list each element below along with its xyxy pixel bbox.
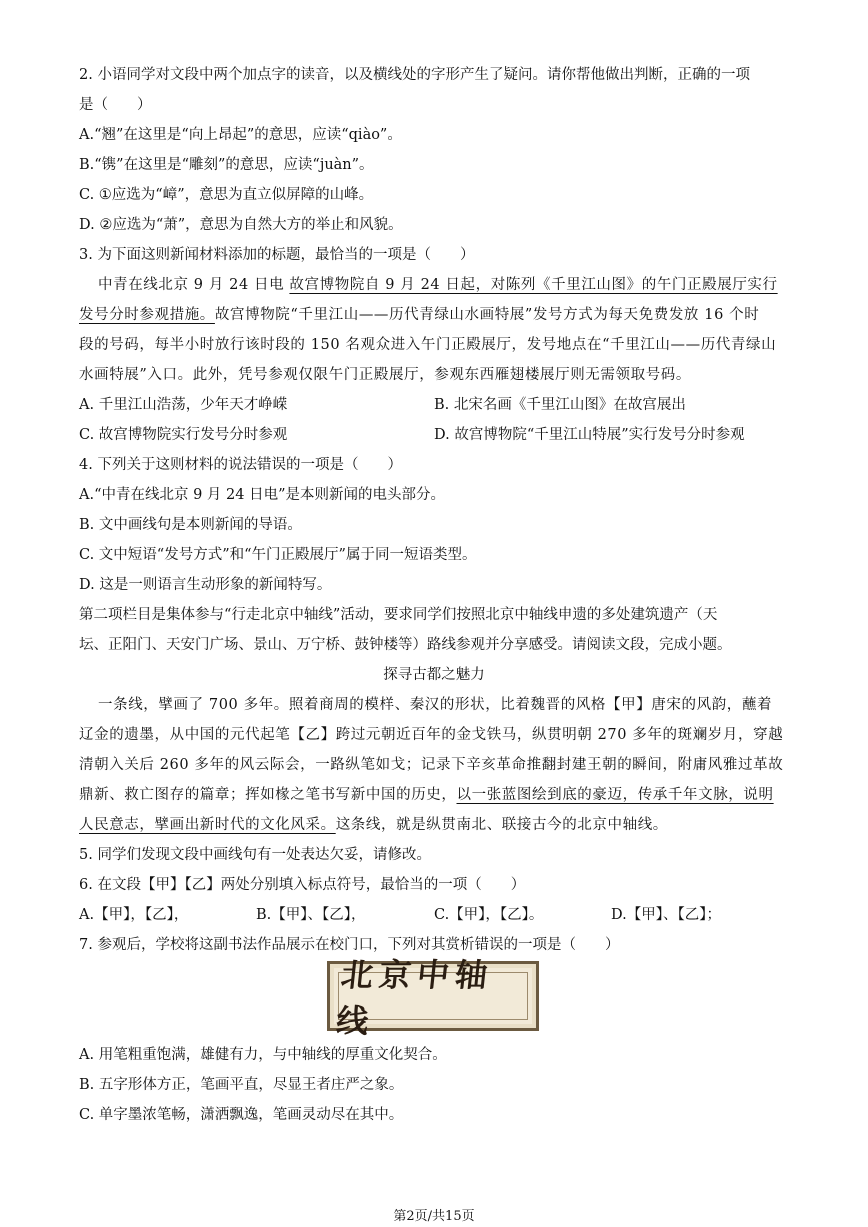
news-body-1: 故宫博物院“千里江山——历代青绿山水画特展”发号方式为每天免费发放 16 个时 — [214, 307, 760, 323]
news-lead-underlined-2: 发号分时参观措施。 — [79, 307, 215, 323]
q4-option-c: C. 文中短语“发号方式”和“午门正殿展厅”属于同一短语类型。 — [79, 547, 477, 563]
q6-option-c: C.【甲】，【乙】。 — [434, 907, 544, 923]
section2-intro-line1: 第二项栏目是集体参与“行走北京中轴线”活动，要求同学们按照北京中轴线申遗的多处建筑遗产（天 — [79, 607, 718, 623]
passage-underlined-1: 以一张蓝图绘到底的豪迈，传承千年文脉，说明 — [456, 787, 774, 803]
passage-line5-text: 这条线，就是纵贯南北、联接古今的北京中轴线。 — [335, 817, 668, 833]
news-dateline: 中青在线北京 9 月 24 日电 — [98, 277, 290, 293]
passage-line5 — [79, 815, 668, 835]
q4-stem: 4. 下列关于这则材料的说法错误的一项是（ ） — [79, 457, 402, 473]
news-paragraph-line3: 段的号码，每半小时放行该时段的 150 名观众进入午门正殿展厅，发号地点在“千里江山——历代青绿山 — [79, 337, 777, 353]
passage-underlined-2: 人民意志，擘画出新时代的文化风采。 — [79, 817, 336, 833]
q2-option-d: D. ②应选为“萧”，意思为自然大方的举止和风貌。 — [79, 217, 403, 233]
q6-stem: 6. 在文段【甲】【乙】两处分别填入标点符号，最恰当的一项（ ） — [79, 877, 526, 893]
passage-title: 探寻古都之魅力 — [383, 667, 485, 683]
q7-stem: 7. 参观后，学校将这副书法作品展示在校门口，下列对其赏析错误的一项是（ ） — [79, 937, 620, 953]
q3-option-a: A. 千里江山浩荡，少年天才峥嵘 — [79, 397, 288, 413]
q4-option-a: A.“中青在线北京 9 月 24 日电”是本则新闻的电头部分。 — [79, 487, 446, 503]
q3-option-d: D. 故宫博物院“千里江山特展”实行发号分时参观 — [434, 427, 745, 443]
q4-option-d: D. 这是一则语言生动形象的新闻特写。 — [79, 577, 332, 593]
q2-option-c: C. ①应选为“嶂”，意思为直立似屏障的山峰。 — [79, 187, 374, 203]
passage-line3: 清朝入关后 260 多年的风云际会，一路纵笔如戈；记录下辛亥革命推翻封建王朝的瞬间，附庸风雅过革故 — [79, 757, 784, 773]
q2-option-b: B.“镌”在这里是“雕刻”的意思，应读“juàn”。 — [79, 157, 374, 173]
q4-option-b: B. 文中画线句是本则新闻的导语。 — [79, 517, 302, 533]
section2-intro-line2: 坛、正阳门、天安门广场、景山、万宁桥、鼓钟楼等）路线参观并分享感受。请阅读文段，完成小题。 — [79, 637, 732, 653]
news-lead-underlined-1: 故宫博物院自 9 月 24 日起，对陈列《千里江山图》的午门正殿展厅实行 — [289, 277, 778, 293]
q6-option-a: A.【甲】，【乙】， — [79, 907, 189, 923]
passage-line1: 一条线，擘画了 700 多年。照着商周的模样、秦汉的形状，比着魏晋的风格【甲】唐宋的风韵，蘸着 — [98, 697, 773, 713]
page-number: 第2页/共15页 — [393, 1209, 475, 1224]
calligraphy-text: 北京中轴线 — [334, 956, 496, 1040]
calligraphy-frame — [334, 956, 528, 1040]
q3-stem: 3. 为下面这则新闻材料添加的标题，最恰当的一项是（ ） — [79, 247, 475, 263]
news-paragraph-line2 — [79, 305, 759, 325]
q2-stem-line1: 2. 小语同学对文段中两个加点字的读音，以及横线处的字形产生了疑问。请你帮他做出判断，正确的一项 — [79, 67, 750, 83]
q3-option-b: B. 北宋名画《千里江山图》在故宫展出 — [434, 397, 686, 413]
q2-stem-line2: 是（ ） — [79, 97, 152, 113]
q7-option-c: C. 单字墨浓笔畅，潇洒飘逸，笔画灵动尽在其中。 — [79, 1107, 404, 1123]
passage-line2: 辽金的遗墨，从中国的元代起笔【乙】跨过元朝近百年的金戈铁马，纵贯明朝 270 多年的斑斓岁月，穿越 — [79, 727, 784, 743]
news-paragraph-line4: 水画特展”入口。此外，凭号参观仅限午门正殿展厅，参观东西雁翅楼展厅则无需领取号码。 — [79, 367, 692, 383]
q3-option-c: C. 故宫博物院实行发号分时参观 — [79, 427, 288, 443]
passage-line4-text: 鼎新、救亡图存的篇章；挥如椽之笔书写新中国的历史， — [79, 787, 457, 803]
calligraphy-image — [327, 956, 539, 1040]
q2-option-a: A.“翘”在这里是“向上昂起”的意思，应读“qiào”。 — [79, 127, 402, 143]
q7-option-b: B. 五字形体方正，笔画平直，尽显王者庄严之象。 — [79, 1077, 404, 1093]
passage-line4 — [79, 785, 774, 805]
news-paragraph-line1 — [98, 275, 778, 295]
q5-stem: 5. 同学们发现文段中画线句有一处表达欠妥，请修改。 — [79, 847, 431, 863]
q7-option-a: A. 用笔粗重饱满，雄健有力，与中轴线的厚重文化契合。 — [79, 1047, 447, 1063]
q6-option-b: B.【甲】、【乙】， — [256, 907, 366, 923]
q6-option-d: D.【甲】、【乙】； — [611, 907, 721, 923]
